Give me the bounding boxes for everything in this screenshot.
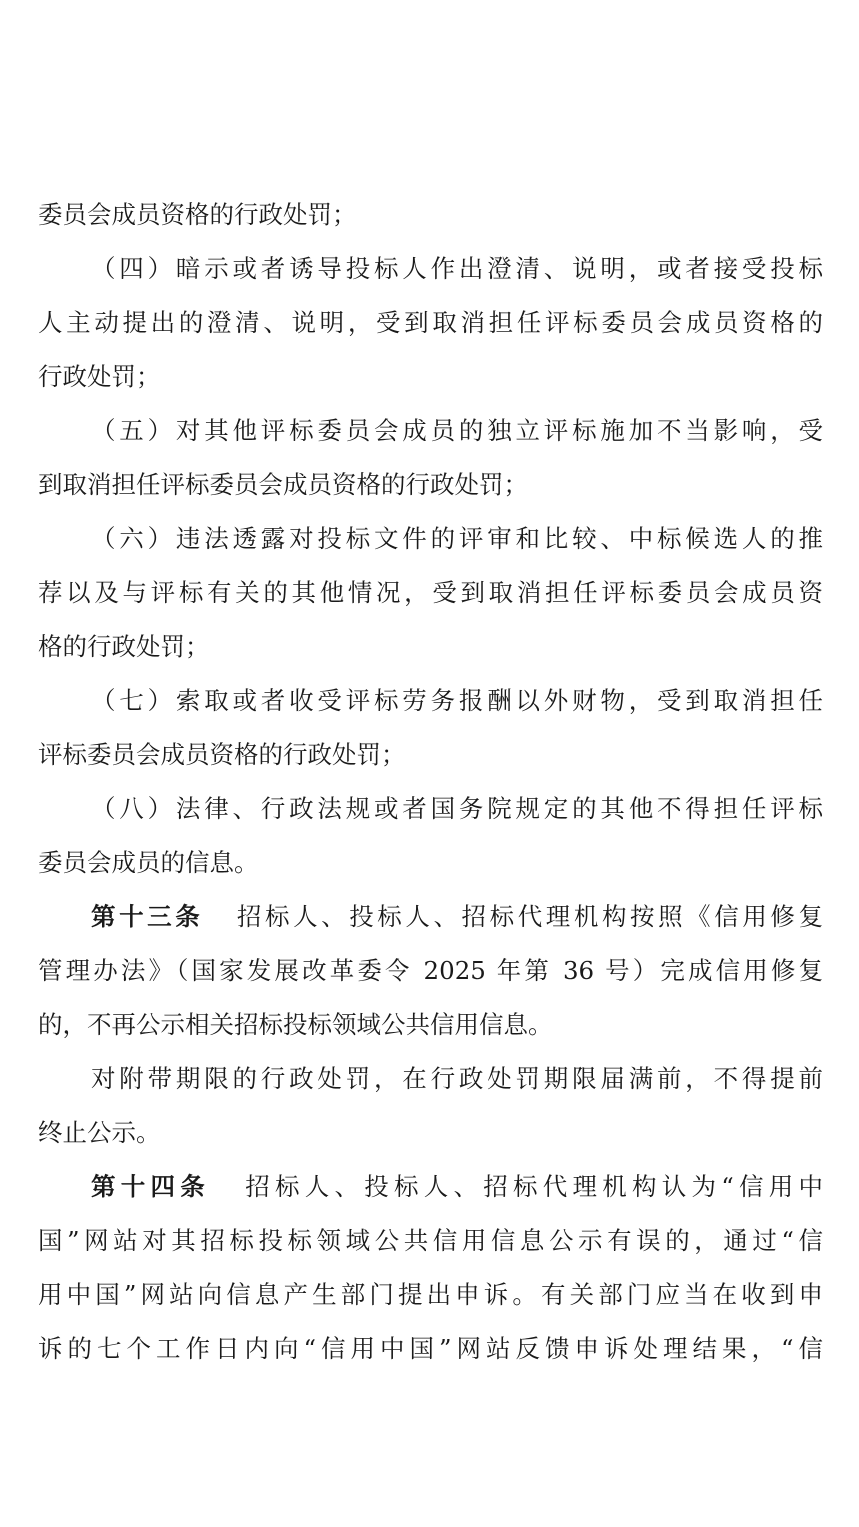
- paragraph-text: 招标人、投标人、招标代理机构认为“信用中: [240, 1172, 823, 1201]
- article-13-title: 第十三条: [91, 902, 204, 931]
- paragraph-line: 到取消担任评标委员会成员资格的行政处罚；: [38, 470, 528, 499]
- paragraph-line: 荐以及与评标有关的其他情况，受到取消担任评标委员会成员资: [38, 578, 823, 607]
- article-14-title: 第十四条: [91, 1172, 210, 1201]
- article-14-first-line: [91, 1160, 823, 1214]
- paragraph-line: 格的行政处罚；: [38, 632, 210, 661]
- paragraph-line: （八）法律、行政法规或者国务院规定的其他不得担任评标: [91, 794, 823, 823]
- paragraph-line: 用中国”网站向信息产生部门提出申诉。有关部门应当在收到申: [38, 1280, 823, 1309]
- paragraph-line: 的，不再公示相关招标投标领域公共信用信息。: [38, 1010, 553, 1039]
- paragraph-line: （四）暗示或者诱导投标人作出澄清、说明，或者接受投标: [91, 254, 823, 283]
- paragraph-line: 行政处罚；: [38, 362, 161, 391]
- paragraph-line: 管理办法》（国家发展改革委令 2025 年第 36 号）完成信用修复: [38, 956, 823, 985]
- paragraph-line: 国”网站对其招标投标领域公共信用信息公示有误的，通过“信: [38, 1226, 823, 1255]
- paragraph-line: 委员会成员的信息。: [38, 848, 259, 877]
- paragraph-line: 委员会成员资格的行政处罚；: [38, 200, 357, 229]
- paragraph-text: 招标人、投标人、招标代理机构按照《信用修复: [233, 902, 824, 931]
- paragraph-line: （五）对其他评标委员会成员的独立评标施加不当影响，受: [91, 416, 823, 445]
- paragraph-line: 人主动提出的澄清、说明，受到取消担任评标委员会成员资格的: [38, 308, 823, 337]
- article-13-first-line: [91, 890, 823, 944]
- paragraph-line: 对附带期限的行政处罚，在行政处罚期限届满前，不得提前: [91, 1064, 823, 1093]
- paragraph-line: （七）索取或者收受评标劳务报酬以外财物，受到取消担任: [91, 686, 823, 715]
- paragraph-line: 终止公示。: [38, 1118, 161, 1147]
- paragraph-line: （六）违法透露对投标文件的评审和比较、中标候选人的推: [91, 524, 823, 553]
- paragraph-line: 诉的七个工作日内向“信用中国”网站反馈申诉处理结果，“信: [38, 1334, 823, 1363]
- paragraph-line: 评标委员会成员资格的行政处罚；: [38, 740, 406, 769]
